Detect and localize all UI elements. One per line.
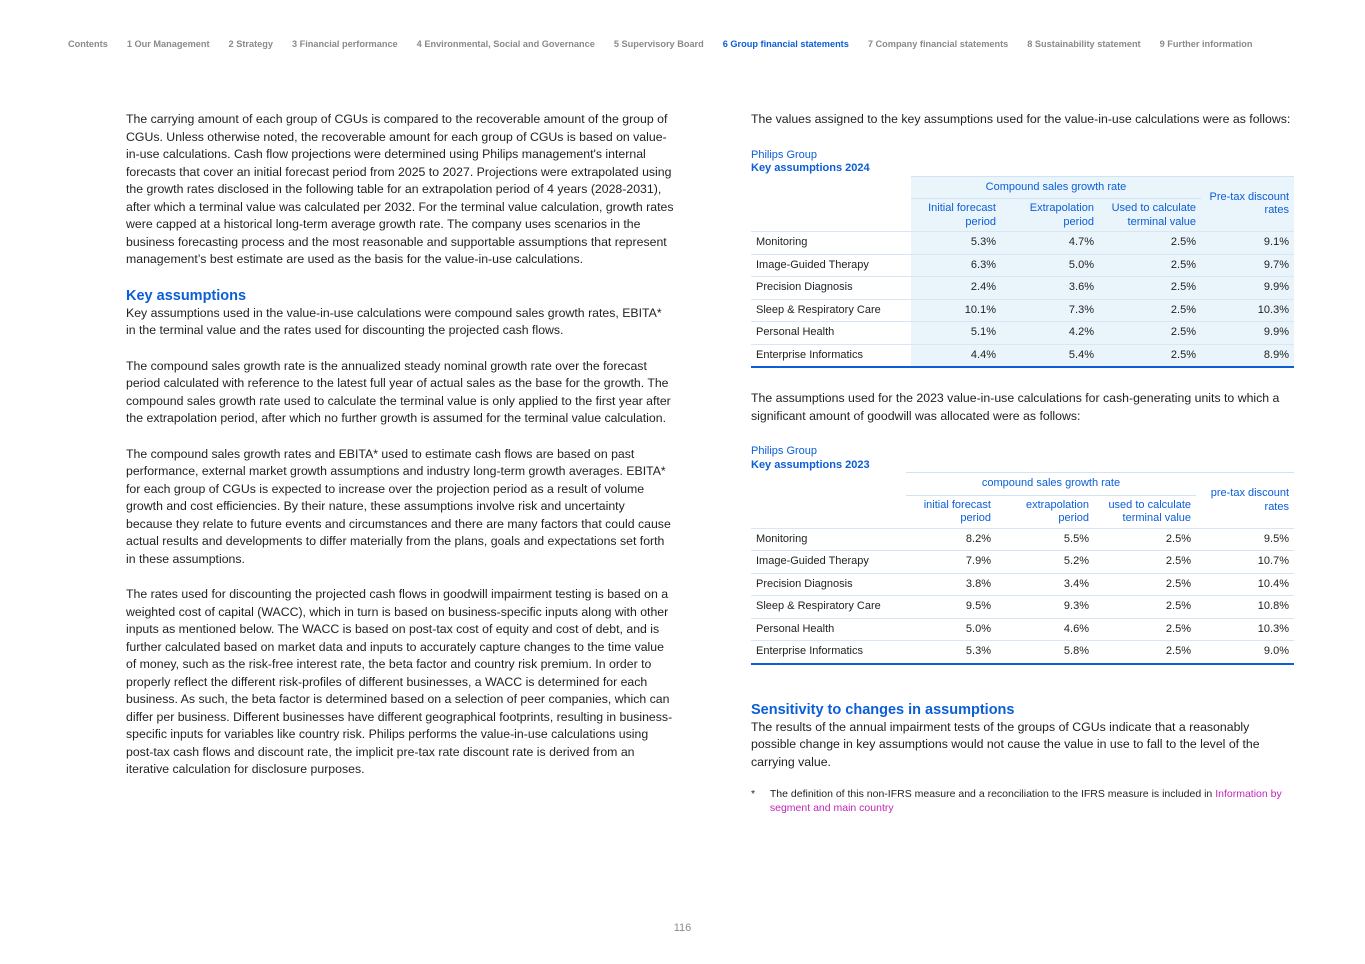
cell: 10.3% <box>1201 299 1294 322</box>
right-column <box>751 111 1294 815</box>
table-row <box>751 277 1294 300</box>
table-2024-block <box>751 149 1294 369</box>
cell: 2.4% <box>911 277 1001 300</box>
table-2024-caption-group: Philips Group <box>751 148 818 161</box>
nav-esg[interactable]: 4 Environmental, Social and Governance <box>416 39 595 49</box>
cell: 4.2% <box>1001 322 1099 345</box>
page-number: 116 <box>673 922 692 934</box>
nav-supervisory-board[interactable]: 5 Supervisory Board <box>613 39 704 49</box>
cell: 9.1% <box>1201 232 1294 255</box>
footnote-link[interactable]: Information by segment and main country <box>769 788 1282 814</box>
table-row <box>751 596 1294 619</box>
left-column <box>126 111 674 797</box>
table-row <box>751 528 1294 551</box>
nav-financial-performance[interactable]: 3 Financial performance <box>291 39 398 49</box>
cell: 9.9% <box>1201 277 1294 300</box>
table-2023-group-header: compound sales growth rate <box>906 473 1196 496</box>
cell: 10.1% <box>911 299 1001 322</box>
footnote-body <box>770 787 1294 815</box>
nav-further-information[interactable]: 9 Further information <box>1159 39 1253 49</box>
cell: 10.3% <box>1196 618 1294 641</box>
nav-strategy[interactable]: 2 Strategy <box>228 39 273 49</box>
cell: 7.3% <box>1001 299 1099 322</box>
table-2023-block <box>751 445 1294 665</box>
row-label: Precision Diagnosis <box>751 573 906 596</box>
paragraph-ebita: The compound sales growth rates and EBITA* used to estimate cash flows are based on past performance, external market growth assumptions and industry long-term growth averages. EBITA* for each group of CGUs is expected to increase over the projection period as a result of volume growth and cost efficiencies. By their nature, these assumptions involve risk and uncertainty because they relate to future events and circumstances and there are many factors that could cause actual results and developments to differ materially from the plans, goals and expectations set forth in these assumptions. <box>126 446 671 566</box>
row-label: Enterprise Informatics <box>751 344 911 367</box>
table-2023-caption-title: Key assumptions 2023 <box>751 458 870 471</box>
cell: 4.4% <box>911 344 1001 367</box>
row-label: Monitoring <box>751 528 906 551</box>
paragraph-compound-growth: The compound sales growth rate is the annualized steady nominal growth rate over the forecast period calculated with reference to the latest full year of actual sales as the base for the growth. The compound sales growth rate used to calculate the terminal value is only applied to the first year after the extrapolation period, after which no further growth is assumed for the terminal value calculation. <box>126 358 671 425</box>
table-row <box>751 641 1294 664</box>
cell: 2.5% <box>1094 551 1196 574</box>
paragraph-wacc: The rates used for discounting the projected cash flows in goodwill impairment testing is based on a weighted cost of capital (WACC), which in turn is based on business-specific inputs along with other inputs as mentioned below. The WACC is based on post-tax cost of equity and cost of debt, and is further calculated based on market data and inputs to accurately capture changes to the time value of money, such as the risk-free interest rate, the beta factor and country risk premium. In order to properly reflect the different risk-profiles of different businesses, a WACC is determined for each business. As such, the beta factor is determined based on a selection of peer companies, which can differ per business. Different businesses have different geographical footprints, resulting in business-specific inputs for variables like country risk. Philips performs the value-in-use calculations using post-tax cash flows and discount rate, the implicit pre-tax rate discount rate is derived from an iterative calculation for disclosure purposes. <box>126 587 673 776</box>
table-2024-col-discount: Pre-tax discount rates <box>1201 176 1294 232</box>
key-assumptions-2023-table <box>751 472 1294 665</box>
table-row <box>751 573 1294 596</box>
row-label: Image-Guided Therapy <box>751 551 906 574</box>
nav-sustainability-statement[interactable]: 8 Sustainability statement <box>1027 39 1141 49</box>
cell: 2.5% <box>1099 344 1201 367</box>
row-label: Enterprise Informatics <box>751 641 906 664</box>
cell: 8.2% <box>906 528 996 551</box>
cell: 5.2% <box>996 551 1094 574</box>
cell: 9.9% <box>1201 322 1294 345</box>
table-row <box>751 322 1294 345</box>
cell: 3.6% <box>1001 277 1099 300</box>
table-2023-col-terminal: used to calculate terminal value <box>1094 495 1196 528</box>
cell: 10.8% <box>1196 596 1294 619</box>
cell: 9.7% <box>1201 254 1294 277</box>
footnote-text: The definition of this non-IFRS measure and a reconciliation to the IFRS measure is included in <box>769 788 1216 800</box>
row-label: Personal Health <box>751 322 911 345</box>
cell: 2.5% <box>1094 596 1196 619</box>
table-row <box>751 232 1294 255</box>
key-assumptions-2024-table <box>751 176 1294 369</box>
cell: 9.5% <box>1196 528 1294 551</box>
table-row <box>751 618 1294 641</box>
table-row <box>751 254 1294 277</box>
nav-group-financial-statements[interactable]: 6 Group financial statements <box>722 39 849 49</box>
table-2024-col-extrapolation: Extrapolation period <box>1001 199 1099 232</box>
cell: 2.5% <box>1094 573 1196 596</box>
row-label: Monitoring <box>751 232 911 255</box>
footnote <box>751 787 1294 815</box>
cell: 5.3% <box>906 641 996 664</box>
row-label: Image-Guided Therapy <box>751 254 911 277</box>
row-label: Sleep & Respiratory Care <box>751 596 906 619</box>
cell: 9.3% <box>996 596 1094 619</box>
paragraph-carrying-amount: The carrying amount of each group of CGUs is compared to the recoverable amount of the group of CGUs. Unless otherwise noted, the recoverable amount for each group of CGUs is based on value-in-use calculations. Cash flow projections were determined using Philips management's internal forecasts that cover an initial forecast period from 2025 to 2027. Projections were extrapolated using the growth rates disclosed in the following table for an extrapolation period of 4 years (2028-2031), after which a terminal value was calculated per 2032. For the terminal value calculation, growth rates were capped at a historical long-term average growth rate. The company uses scenarios in the business forecasting process and the most reasonable and supportable assumptions that represent management’s best estimate are used as the basis for the value-in-use calculations. <box>126 112 674 266</box>
cell: 5.0% <box>906 618 996 641</box>
heading-key-assumptions: Key assumptions <box>126 287 247 304</box>
table-2024-group-header: Compound sales growth rate <box>911 176 1201 199</box>
cell: 4.7% <box>1001 232 1099 255</box>
cell: 3.8% <box>906 573 996 596</box>
cell: 5.4% <box>1001 344 1099 367</box>
cell: 2.5% <box>1094 618 1196 641</box>
table-2023-col-initial: initial forecast period <box>906 495 996 528</box>
row-label: Precision Diagnosis <box>751 277 911 300</box>
cell: 2.5% <box>1099 322 1201 345</box>
paragraph-key-assumptions: Key assumptions used in the value-in-use calculations were compound sales growth rates, EBITA* in the terminal value and the rates used for discounting the projected cash flows. <box>126 305 662 337</box>
nav-company-financial-statements[interactable]: 7 Company financial statements <box>867 39 1009 49</box>
table-row <box>751 299 1294 322</box>
table-row <box>751 551 1294 574</box>
intro-2023: The assumptions used for the 2023 value-in-use calculations for cash-generating units to which a significant amount of goodwill was allocated were as follows: <box>751 391 1280 423</box>
row-label: Personal Health <box>751 618 906 641</box>
cell: 2.5% <box>1094 641 1196 664</box>
cell: 6.3% <box>911 254 1001 277</box>
table-2023-col-discount: pre-tax discount rates <box>1196 473 1294 529</box>
nav-contents[interactable]: Contents <box>68 39 108 49</box>
table-2023-col-extrapolation: extrapolation period <box>996 495 1094 528</box>
heading-sensitivity: Sensitivity to changes in assumptions <box>751 701 1015 718</box>
cell: 10.7% <box>1196 551 1294 574</box>
table-2024-col-initial: Initial forecast period <box>911 199 1001 232</box>
cell: 10.4% <box>1196 573 1294 596</box>
cell: 9.5% <box>906 596 996 619</box>
cell: 8.9% <box>1201 344 1294 367</box>
table-2023-caption-group: Philips Group <box>751 445 818 457</box>
cell: 2.5% <box>1099 277 1201 300</box>
cell: 5.3% <box>911 232 1001 255</box>
footnote-marker: * <box>751 788 756 800</box>
nav-our-management[interactable]: 1 Our Management <box>126 39 210 49</box>
cell: 2.5% <box>1099 254 1201 277</box>
intro-2024: The values assigned to the key assumptions used for the value-in-use calculations were as follows: <box>751 112 1291 126</box>
table-2024-col-terminal: Used to calculate terminal value <box>1099 199 1201 232</box>
top-navigation <box>68 39 1285 53</box>
cell: 4.6% <box>996 618 1094 641</box>
cell: 5.5% <box>996 528 1094 551</box>
cell: 5.8% <box>996 641 1094 664</box>
cell: 2.5% <box>1099 299 1201 322</box>
table-2024-caption-title: Key assumptions 2024 <box>751 162 870 174</box>
cell: 3.4% <box>996 573 1094 596</box>
cell: 7.9% <box>906 551 996 574</box>
cell: 2.5% <box>1094 528 1196 551</box>
paragraph-sensitivity: The results of the annual impairment tests of the groups of CGUs indicate that a reasonably possible change in key assumptions would not cause the value in use to fall to the level of the carrying value. <box>751 719 1260 769</box>
cell: 5.0% <box>1001 254 1099 277</box>
table-row <box>751 344 1294 367</box>
row-label: Sleep & Respiratory Care <box>751 299 911 322</box>
cell: 9.0% <box>1196 641 1294 664</box>
cell: 5.1% <box>911 322 1001 345</box>
cell: 2.5% <box>1099 232 1201 255</box>
